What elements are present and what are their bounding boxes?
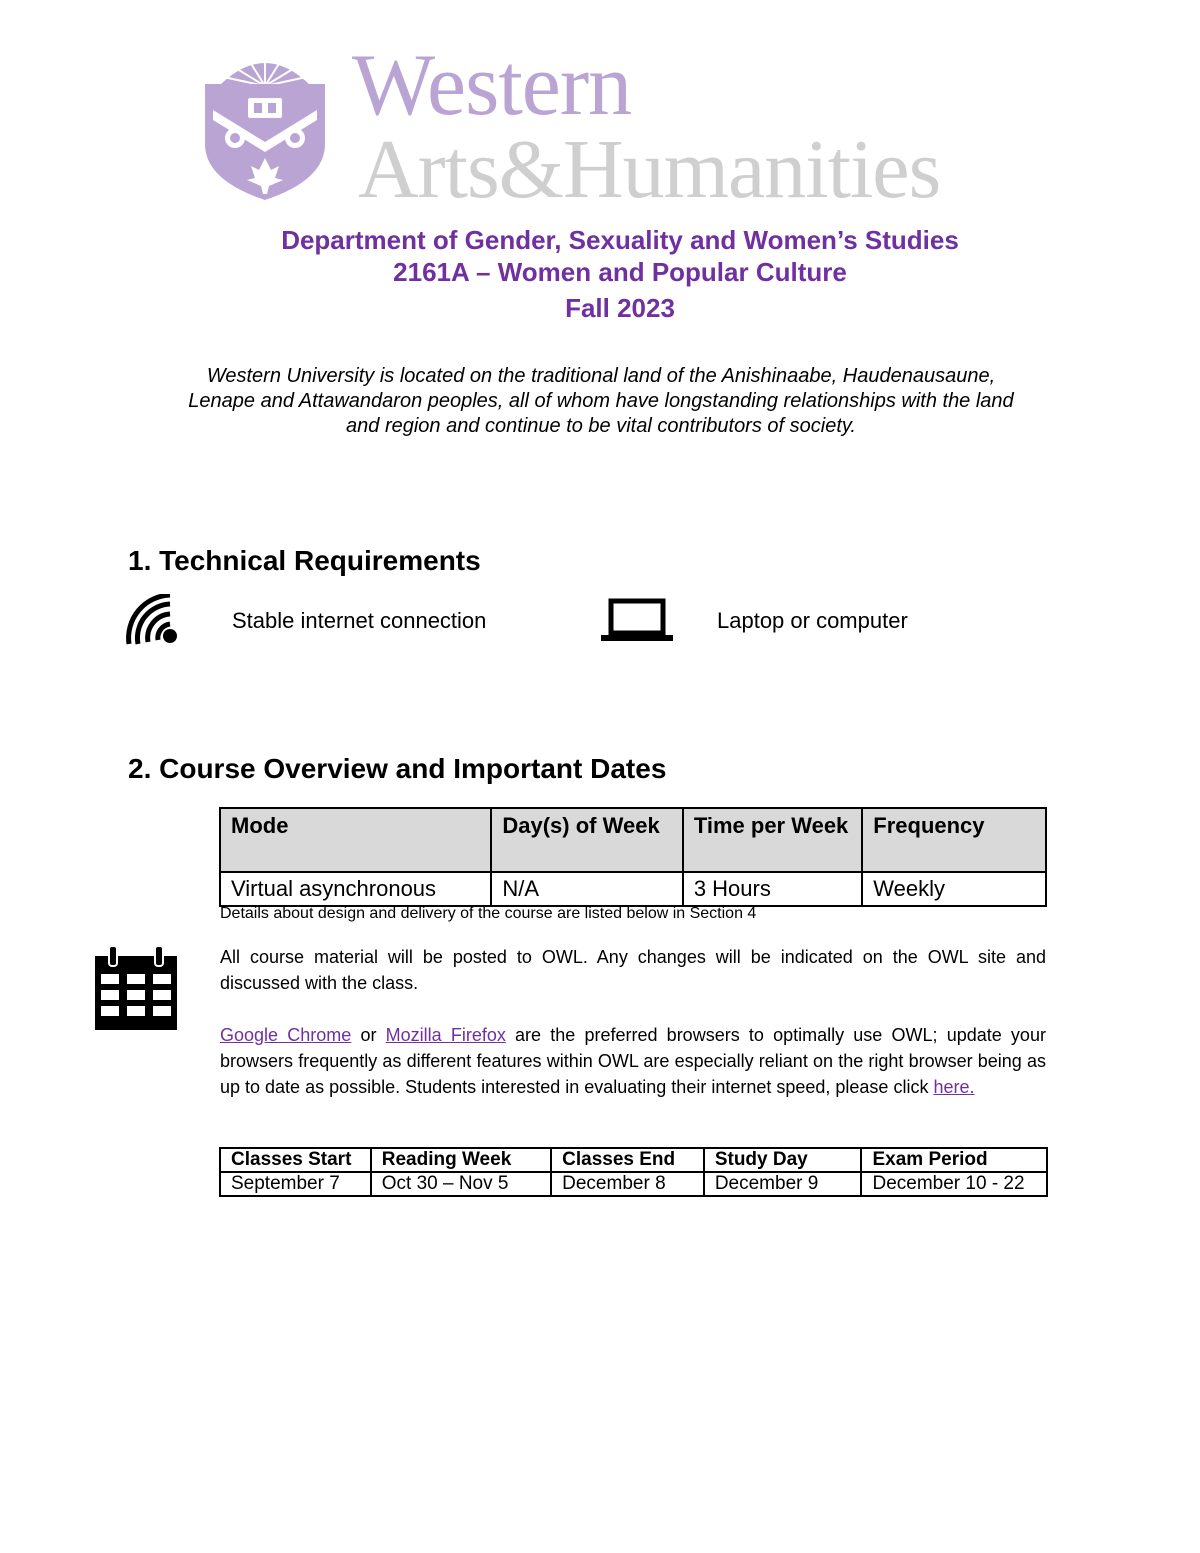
section-title-technical-requirements: 1. Technical Requirements — [128, 545, 481, 576]
dates-header-cell: Reading Week — [371, 1148, 551, 1172]
course-title: 2161A – Women and Popular Culture — [393, 257, 847, 287]
requirement-internet: Stable internet connection — [232, 608, 487, 633]
land-line-3: and region and continue to be vital contributors of society. — [346, 415, 856, 437]
table-caption: Details about design and delivery of the course are listed below in Section 4 — [220, 905, 757, 922]
dates-header-cell: Exam Period — [861, 1148, 1047, 1172]
dates-cell: December 10 - 22 — [861, 1172, 1047, 1196]
wifi-icon — [126, 594, 178, 646]
overview-cell: N/A — [491, 872, 682, 906]
important-dates-table — [219, 1147, 1048, 1197]
dates-data-row — [220, 1172, 1047, 1196]
land-line-1: Western University is located on the traditional land of the Anishinaabe, Haudenausaune, — [206, 365, 996, 387]
land-line-2: Lenape and Attawandaron peoples, all of whom have longstanding relationships with the land — [188, 390, 1014, 412]
dates-header-cell: Classes End — [551, 1148, 704, 1172]
overview-cell: 3 Hours — [683, 872, 862, 906]
course-header — [0, 224, 1200, 328]
dates-cell: December 8 — [551, 1172, 704, 1196]
dates-cell: Oct 30 – Nov 5 — [371, 1172, 551, 1196]
land-acknowledgement — [140, 364, 1062, 439]
browser-paragraph — [220, 1022, 1046, 1100]
section-title-course-overview: 2. Course Overview and Important Dates — [128, 753, 667, 784]
dates-header-cell: Classes Start — [220, 1148, 371, 1172]
course-term: Fall 2023 — [565, 293, 675, 323]
owl-materials-paragraph: All course material will be posted to OWL. Any changes will be indicated on the OWL site and discussed with the class. — [220, 947, 1046, 993]
dates-header-cell: Study Day — [704, 1148, 862, 1172]
overview-cell: Virtual asynchronous — [220, 872, 491, 906]
mozilla-firefox-link[interactable]: Mozilla Firefox — [385, 1025, 506, 1045]
dates-cell: December 9 — [704, 1172, 862, 1196]
logo-wordmark-faculty: Arts&Humanities — [358, 123, 941, 216]
overview-header-cell: Frequency — [862, 808, 1046, 872]
dates-cell: September 7 — [220, 1172, 371, 1196]
requirement-computer: Laptop or computer — [717, 608, 908, 633]
overview-header-cell: Time per Week — [683, 808, 862, 872]
overview-header-cell: Mode — [220, 808, 491, 872]
laptop-icon — [601, 598, 673, 642]
university-seal-logo — [205, 46, 325, 200]
overview-cell: Weekly — [862, 872, 1046, 906]
overview-header-row — [220, 808, 1046, 872]
dates-header-row — [220, 1148, 1047, 1172]
overview-header-cell: Day(s) of Week — [491, 808, 682, 872]
internet-speed-link[interactable]: here. — [933, 1077, 975, 1097]
logo-wordmark-western: Western — [352, 37, 632, 134]
overview-data-row — [220, 872, 1046, 906]
google-chrome-link[interactable]: Google Chrome — [220, 1025, 352, 1045]
calendar-icon — [93, 946, 179, 1032]
course-overview-table — [219, 807, 1047, 907]
department-name: Department of Gender, Sexuality and Women’s Studies — [281, 225, 959, 255]
browser-paragraph-text: are the preferred browsers to optimally use OWL; update your browsers frequently as different features within OWL are especially reliant on the right browser being as up to date as possible. Students interested in evaluating their internet speed, please click — [220, 1025, 1046, 1097]
or-text: or — [360, 1025, 377, 1045]
